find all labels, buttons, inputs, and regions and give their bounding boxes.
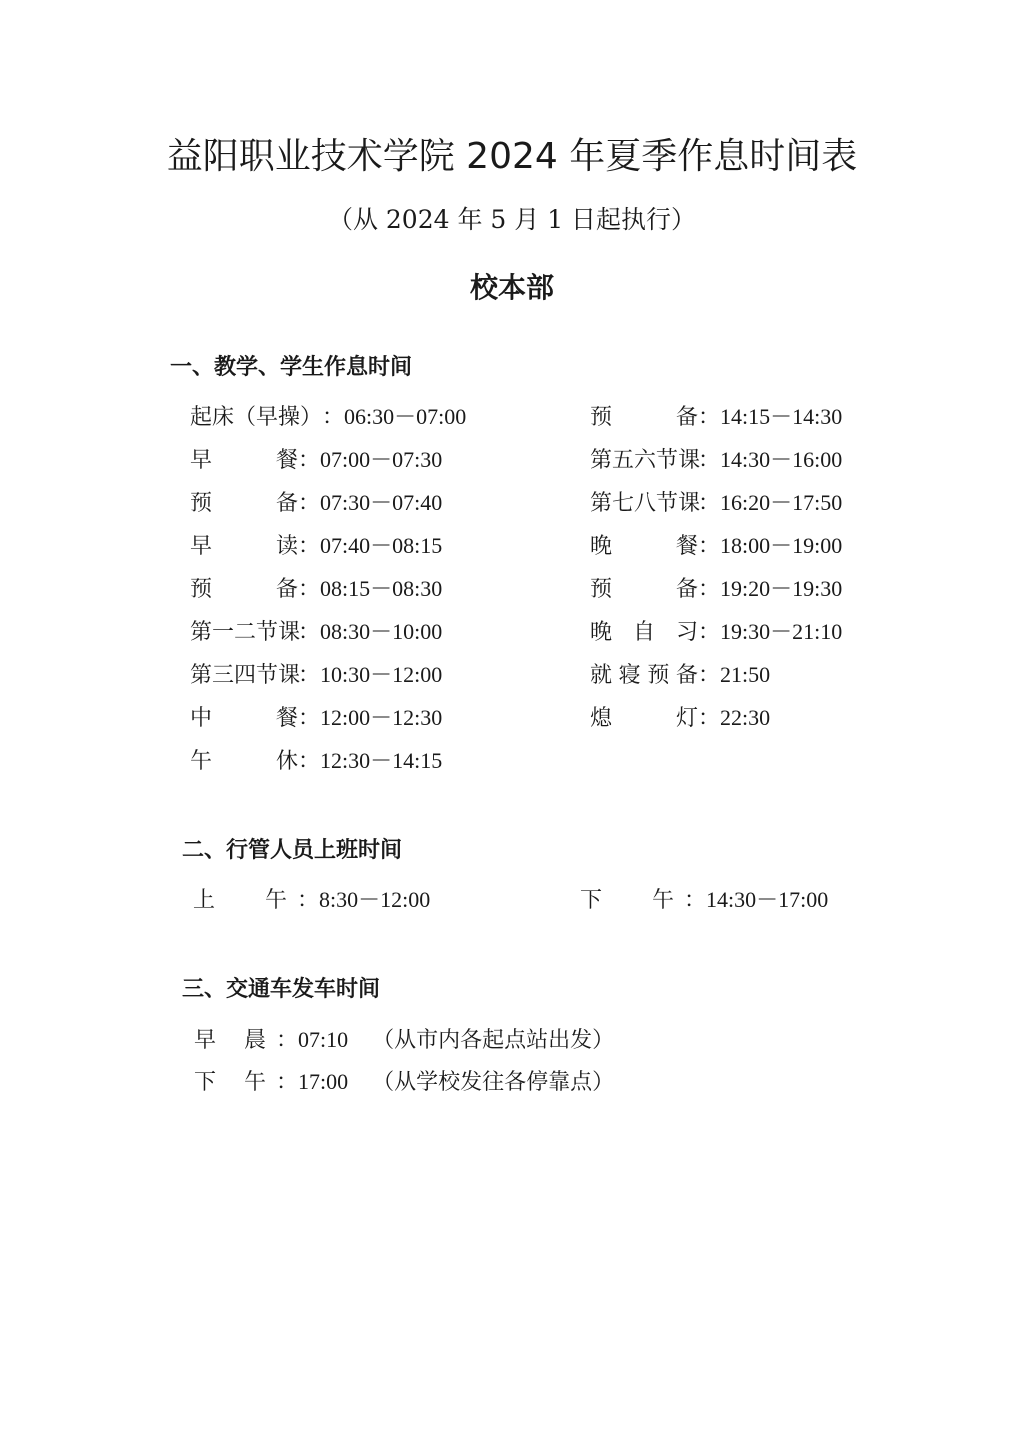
campus-heading: 校本部 (469, 271, 554, 304)
schedule-time: 16:20－17:50 (720, 490, 843, 515)
colon: ： (698, 534, 721, 559)
section-1-heading: 一、教学、学生作息时间 (170, 355, 413, 380)
bus-morning-label (194, 1026, 276, 1056)
schedule-row (590, 703, 770, 733)
schedule-time: 07:00－07:30 (320, 447, 443, 472)
schedule-row (590, 402, 842, 432)
bus-row-afternoon: 下 午 ：17:00 （从学校发往各停靠点） (194, 1067, 614, 1097)
schedule-time: 21:50 (720, 662, 771, 687)
schedule-time: 10:30－12:00 (320, 662, 443, 687)
schedule-row (190, 402, 466, 432)
office-afternoon-label-text: 下 午 (580, 888, 674, 913)
bus-morning-time: 07:10 (298, 1027, 349, 1052)
schedule-row (190, 703, 442, 733)
schedule-label: 晚 自 习 (590, 620, 698, 645)
colon: ： (298, 534, 321, 559)
schedule-label: 预 备 (190, 491, 298, 516)
section-2-heading: 二、行管人员上班时间 (182, 838, 403, 863)
colon: ： (698, 663, 721, 688)
colon: ： (298, 620, 321, 645)
colon: ： (698, 577, 721, 602)
colon: ： (298, 706, 321, 731)
schedule-row (590, 660, 770, 690)
office-afternoon-time: 14:30－17:00 (706, 887, 829, 912)
schedule-label: 晚 餐 (590, 534, 698, 559)
schedule-label: 午 休 (190, 749, 298, 774)
colon: ： (298, 749, 321, 774)
colon: ： (298, 448, 321, 473)
schedule-time: 08:30－10:00 (320, 619, 443, 644)
schedule-row (190, 617, 442, 647)
schedule-label: 中 餐 (190, 706, 298, 731)
schedule-row (190, 746, 442, 776)
schedule-time: 08:15－08:30 (320, 576, 443, 601)
bus-morning-label-text: 早 晨 (194, 1028, 266, 1053)
colon: ： (298, 577, 321, 602)
colon: ： (698, 448, 721, 473)
schedule-row (590, 531, 842, 561)
bus-afternoon-time: 17:00 (298, 1069, 349, 1094)
colon: ： (322, 405, 345, 430)
bus-afternoon-label-text: 下 午 (194, 1070, 266, 1095)
schedule-label: 早 餐 (190, 448, 298, 473)
bus-row-morning: 早 晨 ：07:10 （从市内各起点站出发） (194, 1025, 614, 1055)
schedule-time: 22:30 (720, 705, 771, 730)
page-subtitle: （从 2024 年 5 月 1 日起执行） (327, 205, 697, 234)
schedule-label: 熄 灯 (590, 706, 698, 731)
bus-afternoon-label (194, 1068, 276, 1098)
schedule-time: 12:00－12:30 (320, 705, 443, 730)
schedule-row (590, 617, 842, 647)
schedule-time: 14:30－16:00 (720, 447, 843, 472)
schedule-row (590, 488, 842, 518)
page-title: 益阳职业技术学院 2024 年夏季作息时间表 (166, 136, 858, 177)
schedule-row (190, 531, 442, 561)
bus-morning-note: （从市内各起点站出发） (372, 1028, 615, 1053)
colon: ： (698, 405, 721, 430)
office-hours-afternoon: 下 午 ：14:30－17:00 (580, 885, 828, 915)
section-3-heading: 三、交通车发车时间 (182, 977, 381, 1002)
schedule-row (190, 488, 442, 518)
schedule-time: 07:40－08:15 (320, 533, 443, 558)
schedule-time: 19:20－19:30 (720, 576, 843, 601)
schedule-label: 预 备 (590, 405, 698, 430)
colon: ： (698, 706, 721, 731)
schedule-time: 12:30－14:15 (320, 748, 443, 773)
colon: ： (698, 620, 721, 645)
office-hours-morning: 上 午 ：8:30－12:00 (193, 885, 430, 915)
schedule-label: 预 备 (590, 577, 698, 602)
schedule-time: 07:30－07:40 (320, 490, 443, 515)
colon: ： (298, 491, 321, 516)
schedule-time: 19:30－21:10 (720, 619, 843, 644)
office-morning-label (193, 886, 297, 916)
schedule-label: 第 七 八 节 课 (590, 491, 701, 516)
schedule-time: 18:00－19:00 (720, 533, 843, 558)
schedule-row (190, 574, 442, 604)
schedule-label: 就 寝 预 备 (590, 663, 698, 688)
schedule-label: 早 读 (190, 534, 298, 559)
schedule-row (590, 445, 842, 475)
schedule-label: 第 一 二 节 课 (190, 620, 301, 645)
schedule-label: 预 备 (190, 577, 298, 602)
schedule-row (190, 445, 442, 475)
schedule-row (590, 574, 842, 604)
office-afternoon-label (580, 886, 684, 916)
schedule-label: 第 三 四 节 课 (190, 663, 301, 688)
colon: ： (698, 491, 721, 516)
schedule-label: 第 五 六 节 课 (590, 448, 701, 473)
schedule-time: 14:15－14:30 (720, 404, 843, 429)
bus-afternoon-note: （从学校发往各停靠点） (372, 1070, 615, 1095)
colon: ： (298, 663, 321, 688)
schedule-row (190, 660, 442, 690)
office-morning-label-text: 上 午 (193, 888, 287, 913)
schedule-time: 06:30－07:00 (344, 404, 467, 429)
schedule-label: 起床（早操） (190, 405, 323, 430)
office-morning-time: 8:30－12:00 (319, 887, 431, 912)
